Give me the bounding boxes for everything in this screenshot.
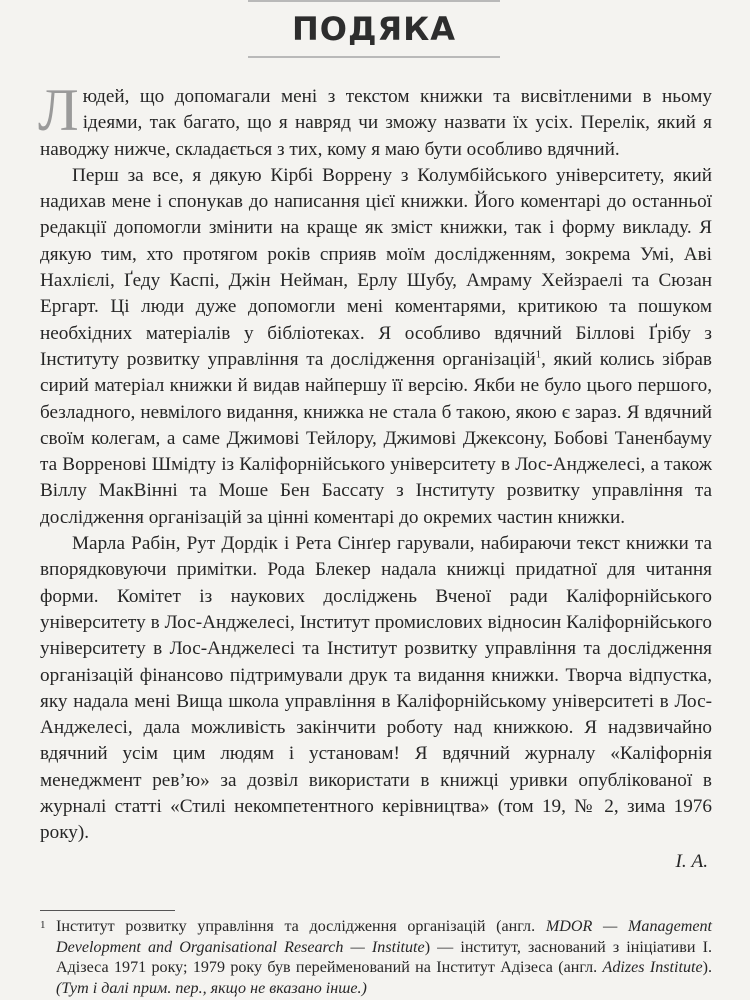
paragraph-thanks-text-a: Перш за все, я дякую Кірбі Воррену з Колумбійського університету, який надихав мене і спонукав до написання цієї книжки. Його коментарі до останньої редакції допомогли змінити на краще як зміст книжки, так і форму викладу. Я дякую тим, хто протягом років сприяв моїм дослідженням, зокрема Умі, Аві Нахлієлі, Ґеду Каспі, Джін Нейман, Ерлу Шубу, Амраму Хейзраелі та Сюзан Ергарт. Ці люди дуже допомогли мені коментарями, критикою та пошуком необхідних матеріалів у бібліотеках. Я особливо вдячний Біллові Ґрібу з Інституту розвитку управління та дослідження організацій	[40, 164, 712, 370]
paragraph-intro	[38, 77, 712, 163]
paragraph-support	[40, 531, 712, 847]
paragraph-thanks	[40, 163, 712, 531]
signature: І. А.	[675, 850, 708, 872]
footnote-name: Adizes Institute	[602, 959, 703, 977]
footnote-note: (Тут і далі прим. пер., якщо не вказано інше.)	[56, 979, 367, 997]
page-title: ПОДЯКА	[291, 10, 457, 48]
paragraph-thanks-text-b: , який колись зібрав сирий матеріал книжки й видав найпершу її версію. Якби не було цього першого, безладного, невмілого видання, книжка не стала б такою, якою є зараз. Я вдячний своїм колегам, а саме Джимові Тейлору, Джимові Джексону, Бобові Таненбауму та Ворренові Шмідту із Каліфорнійського університету в Лос-Анджелесі, а також Віллу МакВінні та Моше Бен Бассату з Інституту розвитку управління та дослідження організацій за цінні коментарі до окремих частин книжки.	[40, 348, 712, 528]
drop-cap: Л	[38, 77, 79, 143]
paragraph-intro-text: юдей, що допомагали мені з текстом книжки та висвітленими в ньому ідеями, так багато, що я навряд чи зможу назвати їх усіх. Перелік, який я наводжу нижче, складається з тих, кому я маю бути особливо вдячний.	[40, 86, 712, 160]
footnote-text-1: Інститут розвитку управління та дослідження організацій (англ.	[56, 918, 546, 935]
footnote	[40, 917, 712, 999]
footnote-ref: 1	[535, 348, 542, 361]
footnote-text-3: ).	[702, 959, 712, 977]
title-block	[248, 0, 500, 58]
footnote-text-2: ) — інститут, заснований з ініціативи І. Адізеса 1971 року; 1979 року був перейменований на Інститут Адізеса (англ.	[56, 938, 712, 977]
footnote-abbr: MDOR — Management Development and Organisational Research — Institute	[56, 918, 713, 956]
footnote-divider	[40, 910, 175, 911]
footnote-mark: 1	[40, 919, 46, 931]
paragraph-support-text: Марла Рабін, Рут Дордік і Рета Сінґер гарували, набираючи текст книжки та впорядковуючи примітки. Рода Блекер надала книжці придатної для читання форми. Комітет із наукових досліджень Вченої ради Каліфорнійського університету в Лос-Анджелесі, Інститут промислових відносин Каліфорнійського університету в Лос-Анджелесі та Інститут розвитку управління та дослідження організацій фінансово підтримували друк та видання книжки. Творча відпустка, яку надала мені Вища школа управління в Каліфорнійському університеті в Лос-Анджелесі, дала можливість закінчити роботу над книжкою. Я надзвичайно вдячний усім цим людям і установам! Я вдячний журналу «Каліфорнія менеджмент рев’ю» за дозвіл використати в книжці уривки опублікованої в журналі статті «Стилі некомпетентного керівництва» (том 19, № 2, зима 1976 року).	[40, 533, 712, 844]
main-text	[38, 77, 712, 875]
